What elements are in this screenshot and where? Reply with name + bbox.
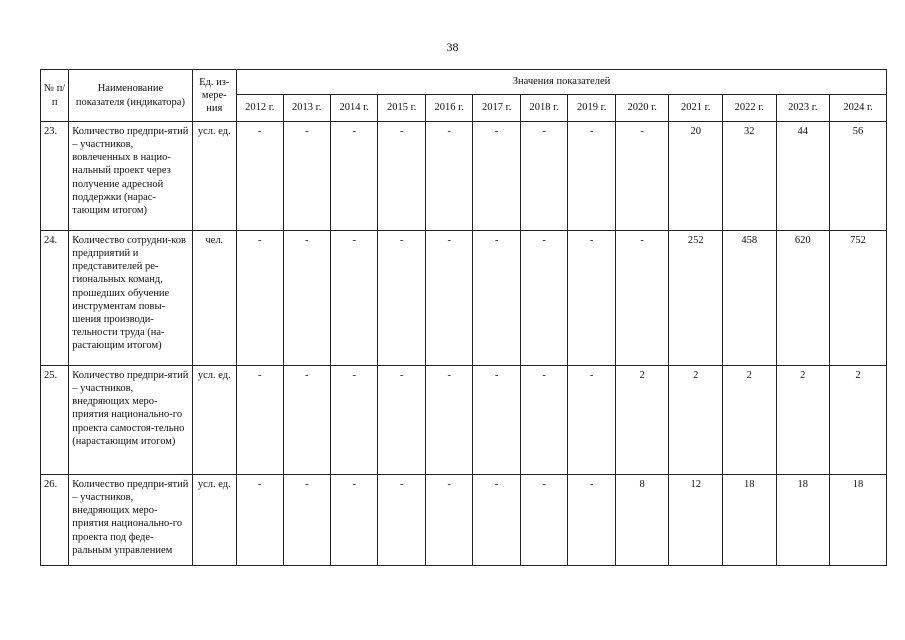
value-cell: 8: [615, 475, 669, 566]
value-cell: -: [568, 366, 615, 475]
value-cell: -: [330, 231, 377, 366]
header-year: 2015 г.: [378, 95, 425, 122]
header-year: 2019 г.: [568, 95, 615, 122]
table-row: [41, 122, 887, 231]
value-cell: -: [330, 475, 377, 566]
value-cell: -: [473, 475, 520, 566]
value-cell: -: [473, 122, 520, 231]
value-cell: -: [283, 122, 330, 231]
header-num: № п/п: [41, 70, 69, 122]
value-cell: 2: [615, 366, 669, 475]
header-year: 2013 г.: [283, 95, 330, 122]
value-cell: 752: [830, 231, 887, 366]
row-number: 24.: [41, 231, 69, 366]
unit-cell: усл. ед.: [192, 475, 236, 566]
table-row: [41, 475, 887, 566]
value-cell: 620: [776, 231, 830, 366]
value-cell: -: [283, 231, 330, 366]
value-cell: -: [425, 475, 472, 566]
value-cell: -: [330, 122, 377, 231]
table-row: [41, 366, 887, 475]
value-cell: -: [473, 366, 520, 475]
row-number: 23.: [41, 122, 69, 231]
value-cell: 2: [722, 366, 776, 475]
value-cell: -: [378, 475, 425, 566]
value-cell: -: [568, 122, 615, 231]
unit-cell: чел.: [192, 231, 236, 366]
header-year: 2021 г.: [669, 95, 723, 122]
header-year: 2020 г.: [615, 95, 669, 122]
indicator-name: Количество предпри-ятий – участников, внедряющих меро-приятия национально-го проекта самостоя-тельно (нарастающим итогом): [69, 366, 192, 475]
header-year: 2014 г.: [330, 95, 377, 122]
value-cell: -: [568, 475, 615, 566]
header-year: 2023 г.: [776, 95, 830, 122]
value-cell: -: [520, 231, 567, 366]
value-cell: -: [237, 475, 283, 566]
header-row-top: [41, 70, 887, 95]
value-cell: -: [330, 366, 377, 475]
value-cell: -: [425, 231, 472, 366]
value-cell: 32: [722, 122, 776, 231]
value-cell: 2: [776, 366, 830, 475]
header-year: 2018 г.: [520, 95, 567, 122]
value-cell: 18: [830, 475, 887, 566]
value-cell: -: [378, 122, 425, 231]
value-cell: 56: [830, 122, 887, 231]
indicator-name: Количество сотрудни-ков предприятий и представителей ре-гиональных команд, прошедших обучение инструментам повы-шения производи-тельности труда (на-растающим итогом): [69, 231, 192, 366]
value-cell: 12: [669, 475, 723, 566]
value-cell: -: [615, 122, 669, 231]
value-cell: 2: [830, 366, 887, 475]
indicator-name: Количество предпри-ятий – участников, вовлеченных в нацио-нальный проект через получение адресной поддержки (нарас-тающим итогом): [69, 122, 192, 231]
value-cell: -: [237, 366, 283, 475]
value-cell: 252: [669, 231, 723, 366]
value-cell: -: [283, 475, 330, 566]
value-cell: -: [568, 231, 615, 366]
value-cell: 44: [776, 122, 830, 231]
value-cell: -: [425, 122, 472, 231]
header-year: 2017 г.: [473, 95, 520, 122]
value-cell: -: [378, 366, 425, 475]
value-cell: -: [378, 231, 425, 366]
value-cell: -: [237, 231, 283, 366]
header-year: 2024 г.: [830, 95, 887, 122]
table-row: [41, 231, 887, 366]
value-cell: -: [283, 366, 330, 475]
header-name: Наименование показателя (индикатора): [69, 70, 192, 122]
header-year: 2022 г.: [722, 95, 776, 122]
header-year: 2016 г.: [425, 95, 472, 122]
value-cell: -: [425, 366, 472, 475]
header-unit: Ед. из-мере-ния: [192, 70, 236, 122]
value-cell: -: [520, 366, 567, 475]
value-cell: 18: [722, 475, 776, 566]
value-cell: -: [615, 231, 669, 366]
header-values-group: Значения показателей: [237, 70, 887, 95]
value-cell: 18: [776, 475, 830, 566]
value-cell: 20: [669, 122, 723, 231]
page-number: 38: [446, 40, 459, 54]
value-cell: 2: [669, 366, 723, 475]
header-year: 2012 г.: [237, 95, 283, 122]
unit-cell: усл. ед.: [192, 122, 236, 231]
value-cell: -: [473, 231, 520, 366]
value-cell: -: [520, 475, 567, 566]
indicator-name: Количество предпри-ятий – участников, внедряющих меро-приятия национально-го проекта под феде-ральным управлением: [69, 475, 192, 566]
row-number: 25.: [41, 366, 69, 475]
value-cell: -: [237, 122, 283, 231]
unit-cell: усл. ед.: [192, 366, 236, 475]
value-cell: 458: [722, 231, 776, 366]
indicators-table: [40, 69, 887, 566]
row-number: 26.: [41, 475, 69, 566]
value-cell: -: [520, 122, 567, 231]
